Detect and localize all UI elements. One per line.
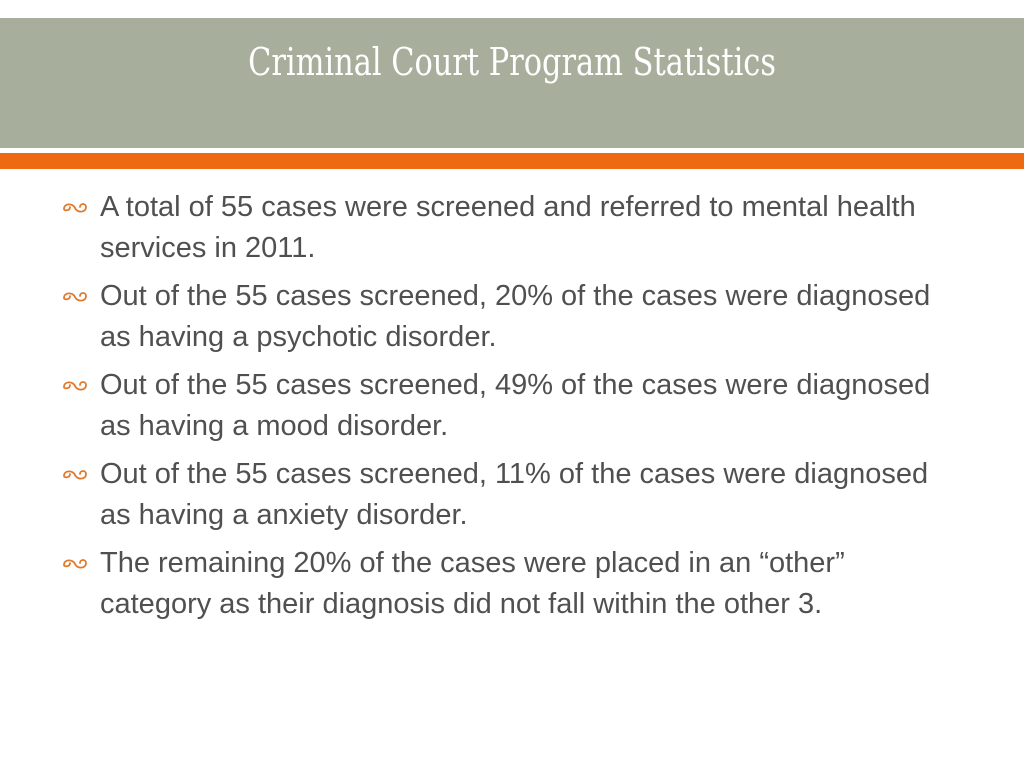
swirl-bullet-icon [62, 378, 88, 394]
swirl-bullet-icon [62, 289, 88, 305]
bullet-text: Out of the 55 cases screened, 49% of the cases were diagnosed as having a mood disorder. [100, 369, 931, 442]
accent-rule [0, 153, 1024, 169]
bullet-item [0, 276, 1024, 357]
bullet-text: Out of the 55 cases screened, 11% of the cases were diagnosed as having a anxiety disorder. [100, 458, 929, 531]
swirl-bullet-icon [62, 200, 88, 216]
slide-title: Criminal Court Program Statistics [248, 40, 776, 84]
bullet-item [0, 365, 1024, 446]
bullet-text: The remaining 20% of the cases were placed in an “other” category as their diagnosis did not fall within the other 3. [100, 547, 845, 620]
swirl-bullet-icon [62, 556, 88, 572]
bullet-item [0, 187, 1024, 268]
title-band [0, 18, 1024, 148]
swirl-bullet-icon [62, 467, 88, 483]
bullet-text: Out of the 55 cases screened, 20% of the cases were diagnosed as having a psychotic disorder. [100, 280, 931, 353]
bullet-text: A total of 55 cases were screened and referred to mental health services in 2011. [100, 191, 916, 264]
bullet-item [0, 454, 1024, 535]
bullet-item [0, 543, 1024, 624]
bullet-list [0, 187, 1024, 632]
